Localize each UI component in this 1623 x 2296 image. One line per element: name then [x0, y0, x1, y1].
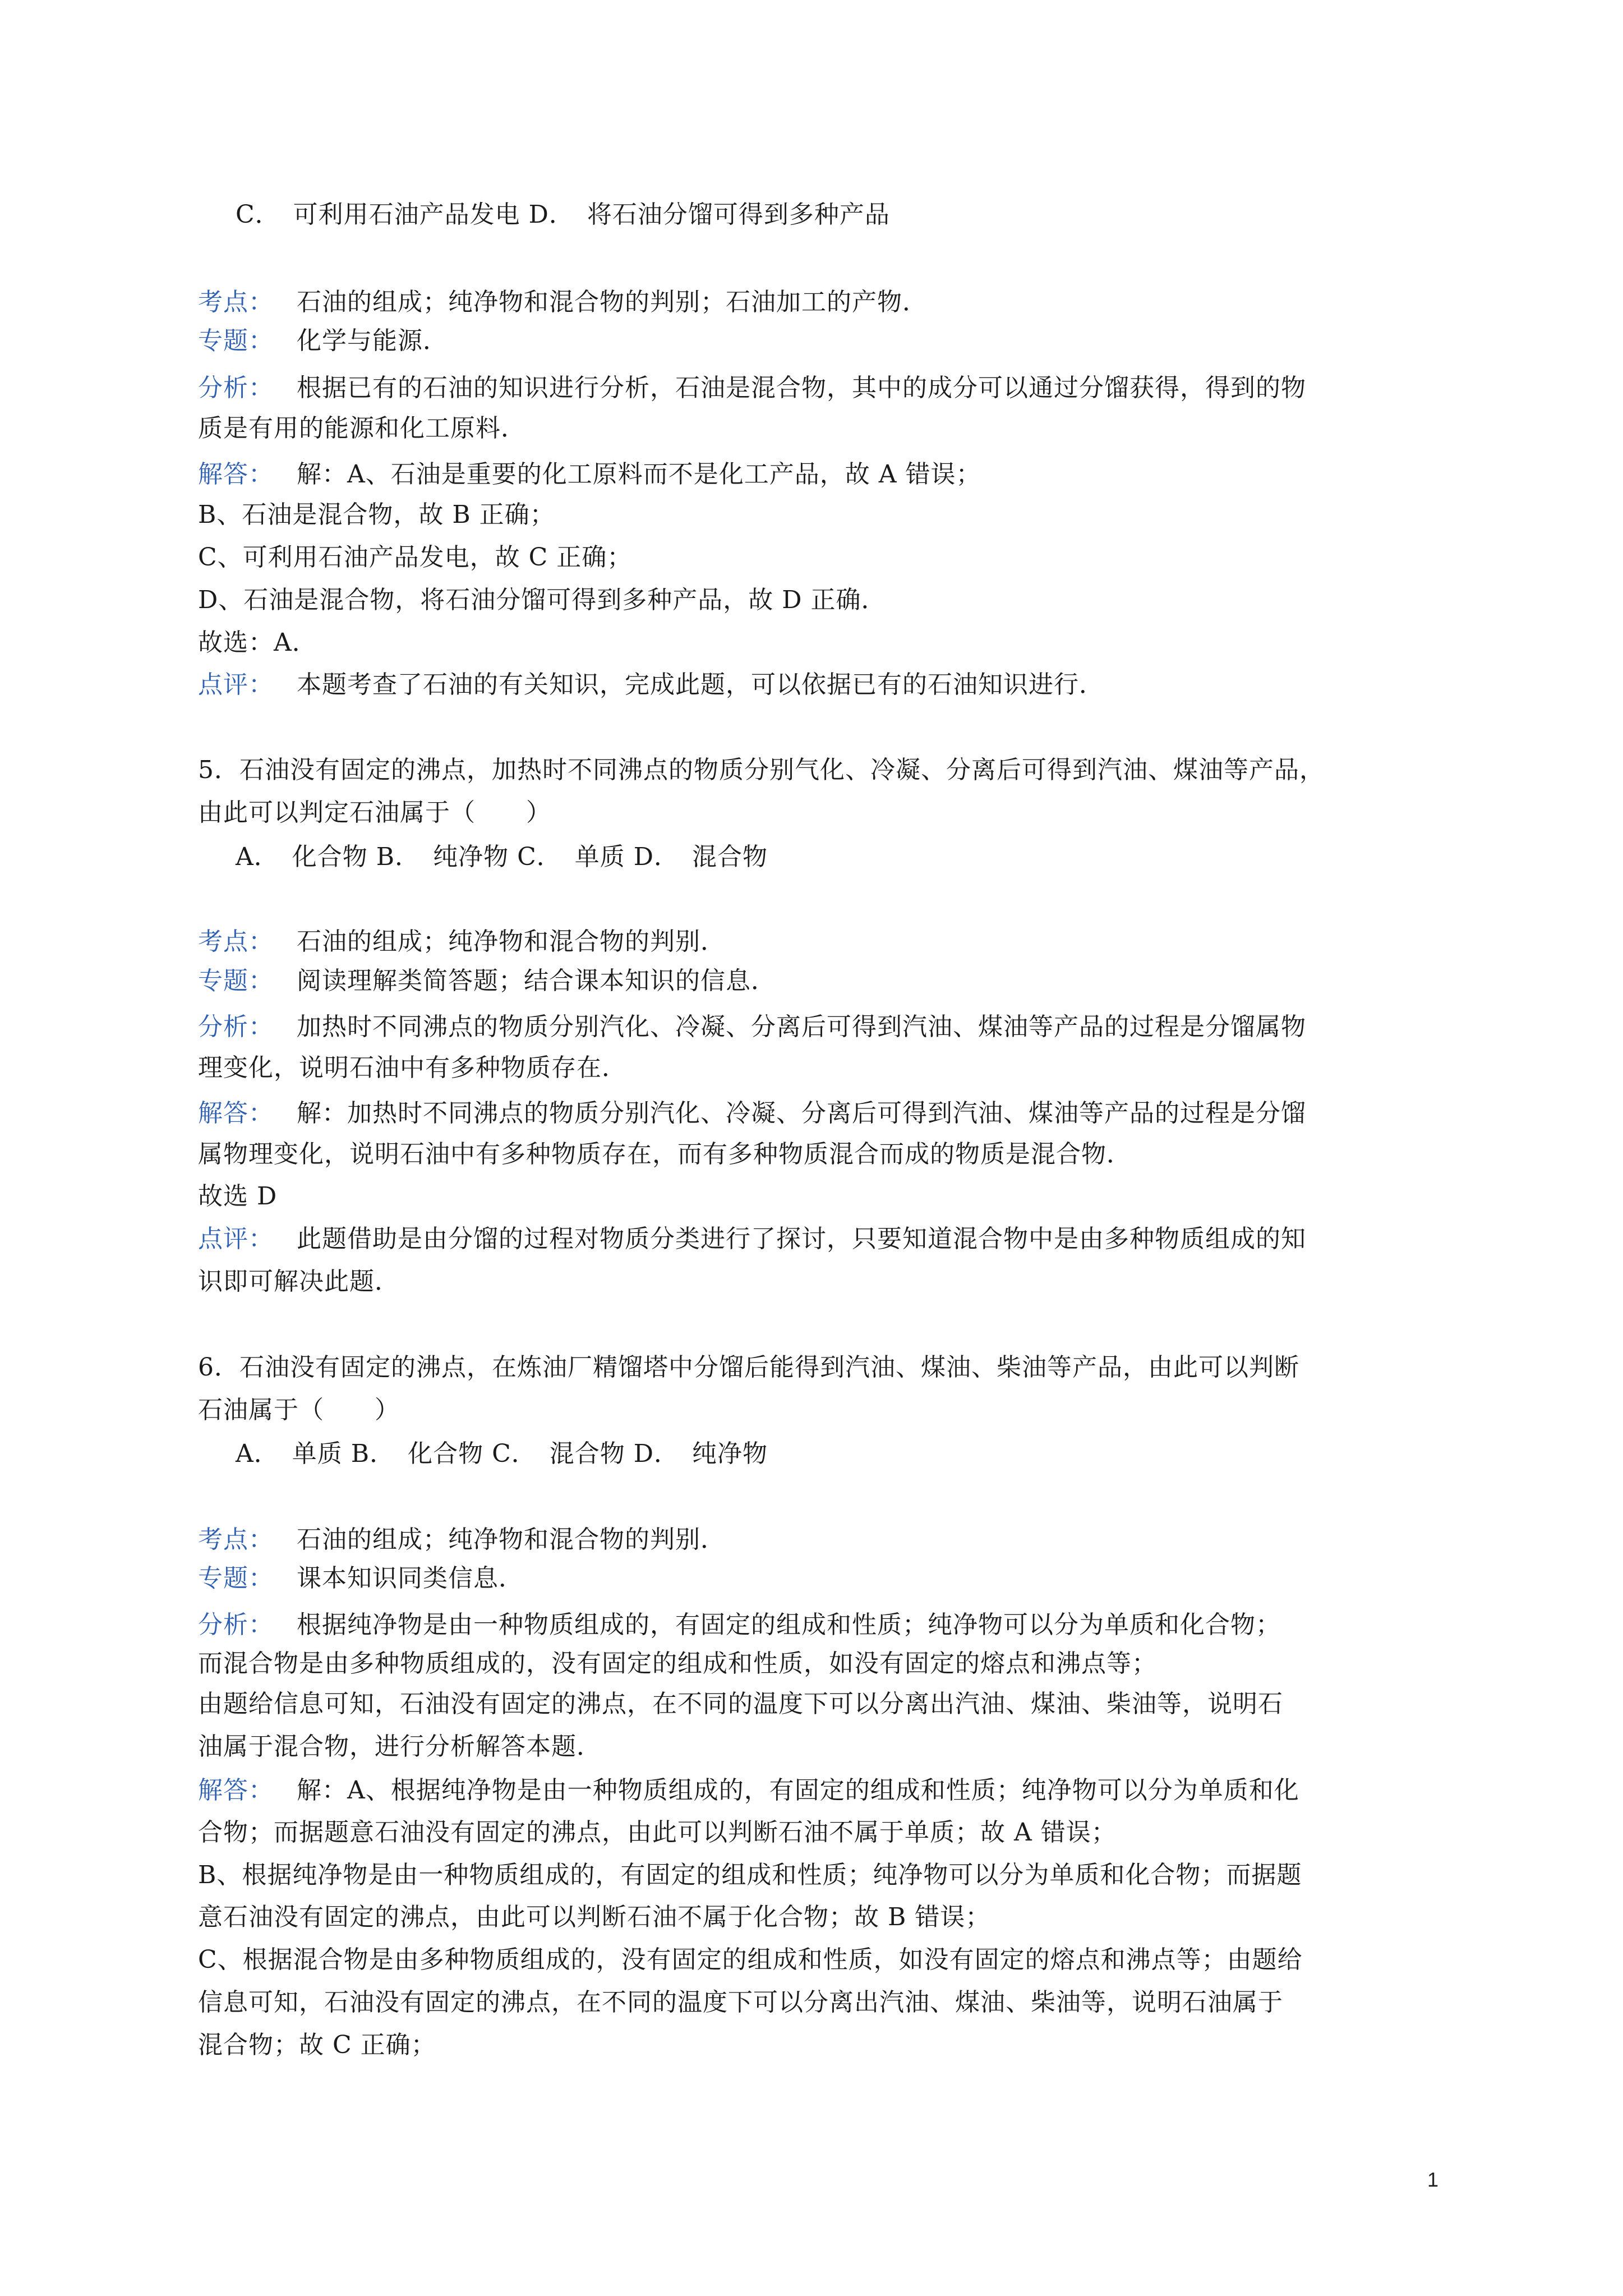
q6-kaodian-text: 石油的组成；纯净物和混合物的判别．: [297, 1525, 726, 1554]
q4-jieda-text-2: B、石油是混合物，故 B 正确；: [198, 500, 555, 529]
fenxi-label: 分析：: [198, 1013, 274, 1041]
kaodian-label: 考点：: [198, 927, 274, 956]
q6-jieda-row: [198, 1775, 1299, 1806]
jieda-label: 解答：: [198, 460, 274, 489]
q5-zhuanti-text: 阅读理解类简答题；结合课本知识的信息．: [297, 967, 776, 995]
q4-zhuanti-text: 化学与能源．: [297, 326, 448, 355]
q6-fenxi-row: [198, 1609, 1281, 1641]
q6-jieda-text-3: B、根据纯净物是由一种物质组成的，有固定的组成和性质；纯净物可以分为单质和化合物；而据题: [198, 1861, 1302, 1889]
q4-dianping-text: 本题考查了石油的有关知识，完成此题，可以依据已有的石油知识进行．: [297, 670, 1104, 699]
q5-jieda-text-2: 属物理变化，说明石油中有多种物质存在，而有多种物质混合而成的物质是混合物．: [198, 1140, 1132, 1168]
q6-fenxi-text-4: 油属于混合物，进行分析解答本题．: [198, 1732, 602, 1761]
q5-dianping-text-2: 识即可解决此题．: [198, 1267, 400, 1296]
q5-jieda-text-1: 解：加热时不同沸点的物质分别汽化、冷凝、分离后可得到汽油、煤油等产品的过程是分馏: [297, 1099, 1306, 1128]
q6-jieda-text-4: 意石油没有固定的沸点，由此可以判断石油不属于化合物；故 B 错误；: [198, 1903, 991, 1931]
q5-fenxi-text-2: 理变化，说明石油中有多种物质存在．: [198, 1053, 627, 1082]
q6-jieda-text-1: 解：A、根据纯净物是由一种物质组成的，有固定的组成和性质；纯净物可以分为单质和化: [297, 1776, 1299, 1805]
q4-fenxi-row: [198, 372, 1306, 404]
zhuanti-label: 专题：: [198, 326, 274, 355]
q5-stem-2: 由此可以判定石油属于（ ）: [198, 798, 551, 827]
q6-fenxi-text-3: 由题给信息可知，石油没有固定的沸点，在不同的温度下可以分离出汽油、煤油、柴油等，说明石: [198, 1690, 1283, 1718]
q5-kaodian-row: [198, 926, 726, 958]
q6-jieda-text-2: 合物；而据题意石油没有固定的沸点，由此可以判断石油不属于单质；故 A 错误；: [198, 1818, 1117, 1847]
q6-zhuanti-text: 课本知识同类信息．: [297, 1564, 524, 1593]
dianping-label: 点评：: [198, 670, 274, 699]
q4-options: C． 可利用石油产品发电 D． 将石油分馏可得到多种产品: [236, 200, 890, 229]
q4-fenxi-text-1: 根据已有的石油的知识进行分析，石油是混合物，其中的成分可以通过分馏获得，得到的物: [297, 374, 1306, 402]
q4-jieda-text-5: 故选：A．: [198, 628, 317, 657]
page-number: 1: [1427, 2168, 1439, 2191]
q5-dianping-row: [198, 1223, 1306, 1255]
q6-zhuanti-row: [198, 1563, 524, 1594]
q5-options: A． 化合物 B． 纯净物 C． 单质 D． 混合物: [236, 843, 768, 871]
q6-fenxi-text-1: 根据纯净物是由一种物质组成的，有固定的组成和性质；纯净物可以分为单质和化合物；: [297, 1611, 1281, 1639]
q5-zhuanti-row: [198, 965, 776, 997]
q5-fenxi-row: [198, 1011, 1306, 1043]
fenxi-label: 分析：: [198, 374, 274, 402]
q5-fenxi-text-1: 加热时不同沸点的物质分别汽化、冷凝、分离后可得到汽油、煤油等产品的过程是分馏属物: [297, 1013, 1306, 1041]
q4-kaodian-row: [198, 287, 928, 318]
q5-stem-1: 5．石油没有固定的沸点，加热时不同沸点的物质分别气化、冷凝、分离后可得到汽油、煤油等产品，: [198, 756, 1325, 784]
q6-jieda-text-6: 信息可知，石油没有固定的沸点，在不同的温度下可以分离出汽油、煤油、柴油等，说明石油属于: [198, 1988, 1283, 2017]
q4-jieda-text-4: D、石油是混合物，将石油分馏可得到多种产品，故 D 正确．: [198, 586, 887, 614]
jieda-label: 解答：: [198, 1776, 274, 1805]
q4-kaodian-text: 石油的组成；纯净物和混合物的判别；石油加工的产物．: [297, 288, 928, 316]
q6-jieda-text-7: 混合物；故 C 正确；: [198, 2031, 436, 2059]
jieda-label: 解答：: [198, 1099, 274, 1128]
q5-jieda-row: [198, 1098, 1306, 1129]
q5-kaodian-text: 石油的组成；纯净物和混合物的判别．: [297, 927, 726, 956]
zhuanti-label: 专题：: [198, 1564, 274, 1593]
q5-dianping-text-1: 此题借助是由分馏的过程对物质分类进行了探讨，只要知道混合物中是由多种物质组成的知: [297, 1225, 1306, 1253]
zhuanti-label: 专题：: [198, 967, 274, 995]
q4-jieda-text-1: 解：A、石油是重要的化工原料而不是化工产品，故 A 错误；: [297, 460, 981, 489]
q6-options: A． 单质 B． 化合物 C． 混合物 D． 纯净物: [236, 1439, 768, 1468]
q6-fenxi-text-2: 而混合物是由多种物质组成的，没有固定的组成和性质，如没有固定的熔点和沸点等；: [198, 1649, 1157, 1678]
q6-jieda-text-5: C、根据混合物是由多种物质组成的，没有固定的组成和性质，如没有固定的熔点和沸点等；由题给: [198, 1945, 1303, 1974]
q4-dianping-row: [198, 669, 1104, 701]
q5-jieda-text-3: 故选 D: [198, 1182, 278, 1211]
dianping-label: 点评：: [198, 1225, 274, 1253]
q4-jieda-row: [198, 459, 981, 490]
q4-zhuanti-row: [198, 325, 448, 357]
q6-kaodian-row: [198, 1524, 726, 1556]
q6-stem-1: 6．石油没有固定的沸点，在炼油厂精馏塔中分馏后能得到汽油、煤油、柴油等产品，由此可以判断: [198, 1353, 1299, 1382]
q6-stem-2: 石油属于（ ）: [198, 1396, 400, 1424]
q4-fenxi-text-2: 质是有用的能源和化工原料．: [198, 414, 526, 443]
kaodian-label: 考点：: [198, 288, 274, 316]
q4-jieda-text-3: C、可利用石油产品发电，故 C 正确；: [198, 543, 633, 572]
kaodian-label: 考点：: [198, 1525, 274, 1554]
fenxi-label: 分析：: [198, 1611, 274, 1639]
